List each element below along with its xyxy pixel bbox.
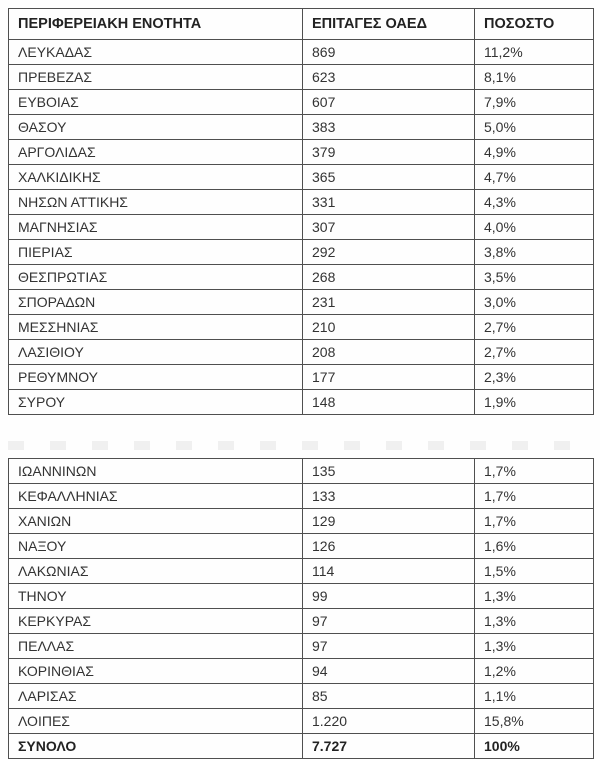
percent-cell: 100% (475, 734, 594, 759)
percent-cell: 1,1% (475, 684, 594, 709)
percent-cell: 1,3% (475, 609, 594, 634)
table-row (9, 659, 594, 684)
percent-cell: 1,3% (475, 584, 594, 609)
count-cell: 365 (303, 165, 475, 190)
percent-cell: 1,7% (475, 459, 594, 484)
count-cell: 331 (303, 190, 475, 215)
count-cell: 148 (303, 390, 475, 415)
count-cell: 97 (303, 609, 475, 634)
table-row (9, 240, 594, 265)
count-cell: 379 (303, 140, 475, 165)
count-cell: 85 (303, 684, 475, 709)
count-cell: 99 (303, 584, 475, 609)
regions-table-top (8, 8, 594, 415)
region-cell: ΚΕΡΚΥΡΑΣ (9, 609, 303, 634)
percent-cell: 2,3% (475, 365, 594, 390)
table-row (9, 140, 594, 165)
region-cell: ΛΑΚΩΝΙΑΣ (9, 559, 303, 584)
percent-cell: 1,2% (475, 659, 594, 684)
region-cell: ΝΑΞΟΥ (9, 534, 303, 559)
table-row (9, 365, 594, 390)
percent-cell: 15,8% (475, 709, 594, 734)
count-cell: 623 (303, 65, 475, 90)
percent-cell: 3,5% (475, 265, 594, 290)
percent-cell: 4,0% (475, 215, 594, 240)
count-cell: 292 (303, 240, 475, 265)
table-row (9, 509, 594, 534)
regions-table-bottom (8, 458, 594, 759)
percent-cell: 1,6% (475, 534, 594, 559)
region-cell: ΡΕΘΥΜΝΟΥ (9, 365, 303, 390)
percent-cell: 1,9% (475, 390, 594, 415)
table-row (9, 65, 594, 90)
region-cell: ΠΕΛΛΑΣ (9, 634, 303, 659)
region-cell: ΜΑΓΝΗΣΙΑΣ (9, 215, 303, 240)
count-cell: 177 (303, 365, 475, 390)
table-row (9, 340, 594, 365)
table-row (9, 265, 594, 290)
percent-cell: 5,0% (475, 115, 594, 140)
count-cell: 210 (303, 315, 475, 340)
table-row (9, 165, 594, 190)
percent-cell: 2,7% (475, 340, 594, 365)
table-row (9, 90, 594, 115)
region-cell: ΣΥΝΟΛΟ (9, 734, 303, 759)
table-row (9, 215, 594, 240)
count-cell: 307 (303, 215, 475, 240)
percent-cell: 4,3% (475, 190, 594, 215)
region-cell: ΛΟΙΠΕΣ (9, 709, 303, 734)
table-row (9, 634, 594, 659)
table-row (9, 559, 594, 584)
percent-cell: 4,7% (475, 165, 594, 190)
table-row (9, 684, 594, 709)
table-row (9, 734, 594, 759)
count-cell: 114 (303, 559, 475, 584)
count-cell: 126 (303, 534, 475, 559)
region-cell: ΕΥΒΟΙΑΣ (9, 90, 303, 115)
region-cell: ΣΠΟΡΑΔΩΝ (9, 290, 303, 315)
table-row (9, 315, 594, 340)
region-cell: ΛΑΣΙΘΙΟΥ (9, 340, 303, 365)
table-row (9, 459, 594, 484)
table-row (9, 390, 594, 415)
percent-cell: 1,7% (475, 484, 594, 509)
percent-cell: 7,9% (475, 90, 594, 115)
count-cell: 1.220 (303, 709, 475, 734)
region-cell: ΛΕΥΚΑΔΑΣ (9, 40, 303, 65)
header-region: ΠΕΡΙΦΕΡΕΙΑΚΗ ΕΝΟΤΗΤΑ (9, 9, 303, 40)
count-cell: 94 (303, 659, 475, 684)
table-header-row (9, 9, 594, 40)
scan-noise-band (8, 441, 592, 450)
count-cell: 268 (303, 265, 475, 290)
region-cell: ΚΟΡΙΝΘΙΑΣ (9, 659, 303, 684)
percent-cell: 2,7% (475, 315, 594, 340)
region-cell: ΘΑΣΟΥ (9, 115, 303, 140)
percent-cell: 4,9% (475, 140, 594, 165)
count-cell: 231 (303, 290, 475, 315)
count-cell: 135 (303, 459, 475, 484)
table-row (9, 40, 594, 65)
table-row (9, 584, 594, 609)
header-percentage: ΠΟΣΟΣΤΟ (475, 9, 594, 40)
count-cell: 7.727 (303, 734, 475, 759)
percent-cell: 1,3% (475, 634, 594, 659)
header-vouchers: ΕΠΙΤΑΓΕΣ ΟΑΕΔ (303, 9, 475, 40)
count-cell: 97 (303, 634, 475, 659)
table-row (9, 115, 594, 140)
table-row (9, 484, 594, 509)
count-cell: 133 (303, 484, 475, 509)
region-cell: ΝΗΣΩΝ ΑΤΤΙΚΗΣ (9, 190, 303, 215)
region-cell: ΘΕΣΠΡΩΤΙΑΣ (9, 265, 303, 290)
region-cell: ΠΙΕΡΙΑΣ (9, 240, 303, 265)
count-cell: 383 (303, 115, 475, 140)
table-row (9, 534, 594, 559)
table-row (9, 609, 594, 634)
percent-cell: 1,7% (475, 509, 594, 534)
region-cell: ΑΡΓΟΛΙΔΑΣ (9, 140, 303, 165)
count-cell: 208 (303, 340, 475, 365)
count-cell: 607 (303, 90, 475, 115)
percent-cell: 1,5% (475, 559, 594, 584)
region-cell: ΧΑΛΚΙΔΙΚΗΣ (9, 165, 303, 190)
region-cell: ΠΡΕΒΕΖΑΣ (9, 65, 303, 90)
count-cell: 129 (303, 509, 475, 534)
percent-cell: 3,0% (475, 290, 594, 315)
region-cell: ΧΑΝΙΩΝ (9, 509, 303, 534)
percent-cell: 8,1% (475, 65, 594, 90)
region-cell: ΣΥΡΟΥ (9, 390, 303, 415)
table-row (9, 290, 594, 315)
table-row (9, 709, 594, 734)
percent-cell: 11,2% (475, 40, 594, 65)
region-cell: ΚΕΦΑΛΛΗΝΙΑΣ (9, 484, 303, 509)
region-cell: ΙΩΑΝΝΙΝΩΝ (9, 459, 303, 484)
table-row (9, 190, 594, 215)
region-cell: ΜΕΣΣΗΝΙΑΣ (9, 315, 303, 340)
region-cell: ΤΗΝΟΥ (9, 584, 303, 609)
region-cell: ΛΑΡΙΣΑΣ (9, 684, 303, 709)
count-cell: 869 (303, 40, 475, 65)
percent-cell: 3,8% (475, 240, 594, 265)
